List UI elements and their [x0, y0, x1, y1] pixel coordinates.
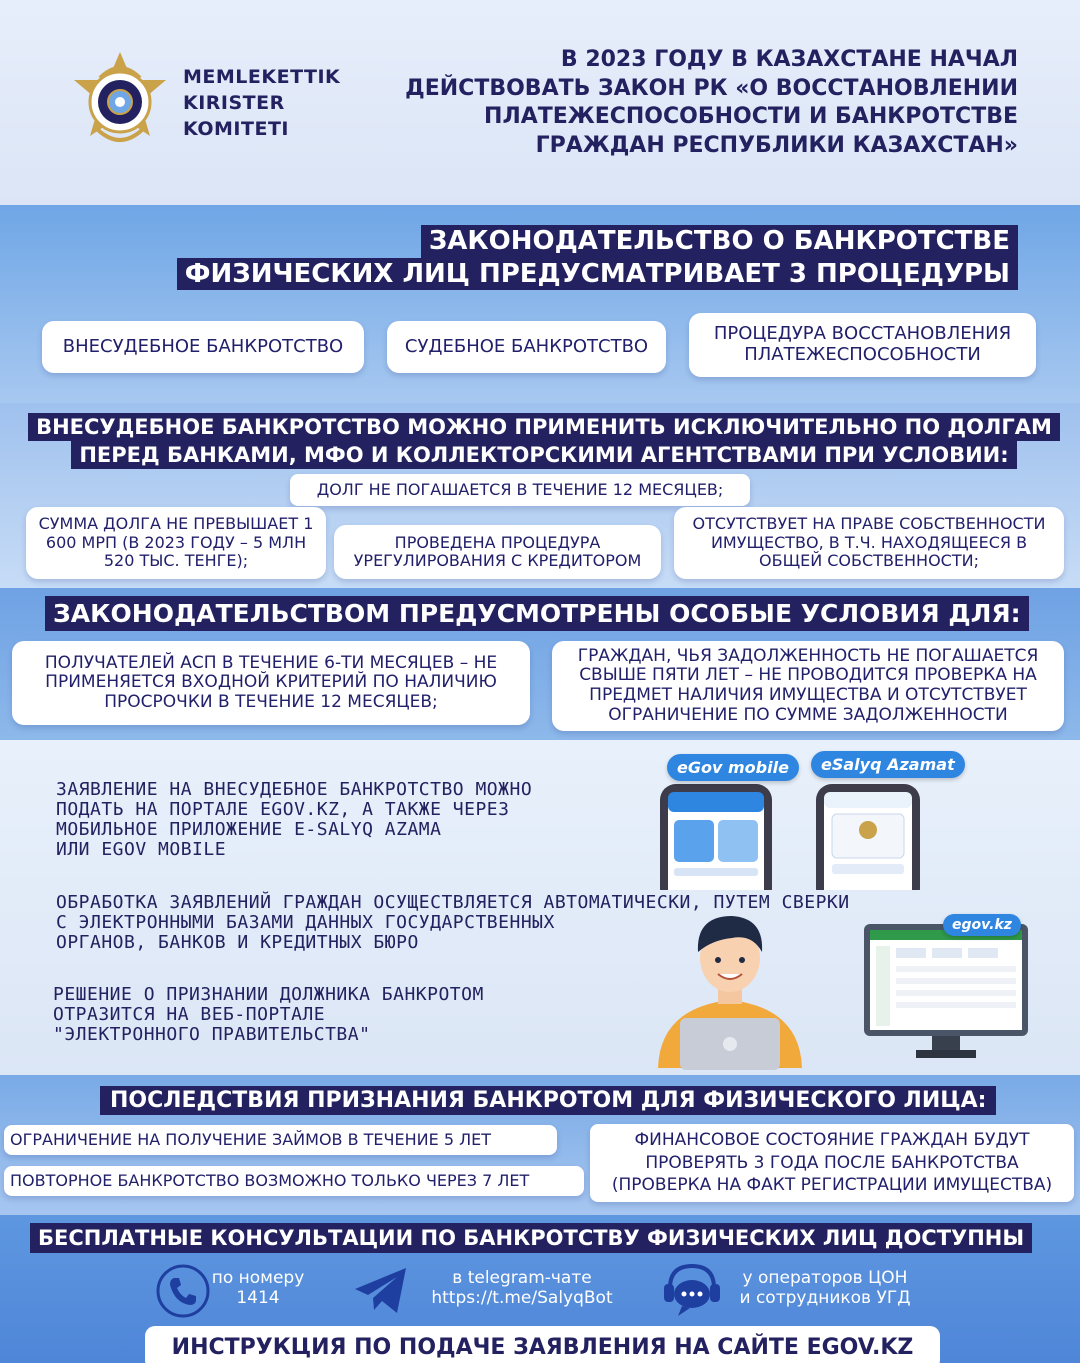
header-title-line: ГРАЖДАН РЕСПУБЛИКИ КАЗАХСТАН» — [535, 132, 1018, 158]
consequence-loans: ОГРАНИЧЕНИЕ НА ПОЛУЧЕНИЕ ЗАЙМОВ В ТЕЧЕНИЕ 5 ЛЕТ — [4, 1125, 557, 1155]
out-of-court-title — [24, 413, 1064, 469]
egov-kz-badge: egov.kz — [943, 914, 1021, 936]
person-with-laptop-icon — [652, 908, 808, 1070]
consequence-repeat: ПОВТОРНОЕ БАНКРОТСТВО ВОЗМОЖНО ТОЛЬКО ЧЕРЕЗ 7 ЛЕТ — [4, 1166, 584, 1196]
esalyq-badge: eSalyq Azamat — [811, 751, 965, 778]
consequences-section — [0, 1075, 1080, 1215]
phone-contact-label: по номеру — [211, 1268, 305, 1288]
procedures-title-line: ФИЗИЧЕСКИХ ЛИЦ ПРЕДУСМАТРИВАЕТ 3 ПРОЦЕДУРЫ — [177, 258, 1018, 291]
special-conditions-section — [0, 588, 1080, 740]
committee-emblem-icon — [70, 50, 170, 155]
org-name-line: KOMITETI — [183, 118, 289, 141]
org-name-line: KIRISTER — [183, 92, 285, 115]
telegram-link[interactable]: https://t.me/SalyqBot — [431, 1288, 613, 1309]
apply-text-line: ПОДАТЬ НА ПОРТАЛЕ EGOV.KZ, А ТАКЖЕ ЧЕРЕЗ — [56, 799, 510, 821]
application-process-section — [0, 740, 1080, 1075]
procedure-restoration: ПРОЦЕДУРА ВОССТАНОВЛЕНИЯ ПЛАТЕЖЕСПОСОБНОСТИ — [689, 313, 1036, 377]
egov-website-monitor-icon — [862, 922, 1030, 1062]
phone-contact — [208, 1268, 308, 1309]
header-title — [398, 46, 1018, 160]
condition-no-property: ОТСУТСТВУЕТ НА ПРАВЕ СОБСТВЕННОСТИ ИМУЩЕСТВО, В Т.Ч. НАХОДЯЩЕЕСЯ В ОБЩЕЙ СОБСТВЕННОСТИ; — [674, 507, 1064, 579]
special-asp-recipients: ПОЛУЧАТЕЛЕЙ АСП В ТЕЧЕНИЕ 6-ТИ МЕСЯЦЕВ – НЕ ПРИМЕНЯЕТСЯ ВХОДНОЙ КРИТЕРИЙ ПО НАЛИЧИЮ ПРОСРОЧКИ В ТЕЧЕНИЕ 12 МЕСЯЦЕВ; — [12, 641, 530, 725]
org-name — [183, 64, 340, 143]
phone-number: 1414 — [236, 1288, 280, 1309]
processing-text-line: ОРГАНОВ, БАНКОВ И КРЕДИТНЫХ БЮРО — [56, 932, 419, 954]
egov-mobile-phone-icon — [656, 780, 776, 890]
header — [0, 0, 1080, 205]
apply-text-line: МОБИЛЬНОЕ ПРИЛОЖЕНИЕ E-SALYQ AZAMA — [56, 819, 442, 841]
consultations-title: БЕСПЛАТНЫЕ КОНСУЛЬТАЦИИ ПО БАНКРОТСТВУ ФИЗИЧЕСКИХ ЛИЦ ДОСТУПНЫ — [30, 1223, 1032, 1253]
offices-contact-line: у операторов ЦОН — [742, 1268, 908, 1288]
decision-text-line: "ЭЛЕКТРОННОГО ПРАВИТЕЛЬСТВА" — [53, 1024, 371, 1046]
procedure-out-of-court: ВНЕСУДЕБНОЕ БАНКРОТСТВО — [42, 321, 364, 373]
header-title-line: ПЛАТЕЖЕСПОСОБНОСТИ И БАНКРОТСТВЕ — [484, 104, 1018, 130]
apply-text-line: ЗАЯВЛЕНИЕ НА ВНЕСУДЕБНОЕ БАНКРОТСТВО МОЖНО — [56, 779, 533, 800]
header-title-line: ДЕЙСТВОВАТЬ ЗАКОН РК «О ВОССТАНОВЛЕНИИ — [405, 75, 1018, 101]
out-of-court-title-line: ВНЕСУДЕБНОЕ БАНКРОТСТВО МОЖНО ПРИМЕНИТЬ ИСКЛЮЧИТЕЛЬНО ПО ДОЛГАМ — [28, 413, 1060, 441]
telegram-contact — [412, 1268, 632, 1309]
esalyq-phone-icon — [812, 780, 924, 890]
phone-icon — [155, 1263, 211, 1319]
apply-text-line: ИЛИ EGOV MOBILE — [56, 839, 227, 861]
apply-text — [56, 780, 532, 861]
consequences-title: ПОСЛЕДСТВИЯ ПРИЗНАНИЯ БАНКРОТОМ ДЛЯ ФИЗИЧЕСКОГО ЛИЦА: — [100, 1086, 996, 1115]
procedures-section — [0, 205, 1080, 403]
condition-settlement: ПРОВЕДЕНА ПРОЦЕДУРА УРЕГУЛИРОВАНИЯ С КРЕДИТОРОМ — [334, 525, 661, 579]
procedure-judicial: СУДЕБНОЕ БАНКРОТСТВО — [387, 321, 666, 373]
processing-text-line: ОБРАБОТКА ЗАЯВЛЕНИЙ ГРАЖДАН ОСУЩЕСТВЛЯЕТСЯ АВТОМАТИЧЕСКИ, ПУТЕМ СВЕРКИ — [56, 892, 850, 913]
out-of-court-section — [0, 403, 1080, 588]
offices-contact — [730, 1268, 920, 1309]
condition-12-months: ДОЛГ НЕ ПОГАШАЕТСЯ В ТЕЧЕНИЕ 12 МЕСЯЦЕВ; — [290, 474, 750, 506]
procedures-title-line: ЗАКОНОДАТЕЛЬСТВО О БАНКРОТСТВЕ — [421, 225, 1018, 258]
org-name-line: MEMLEKETTIK — [183, 66, 341, 88]
egov-mobile-badge: eGov mobile — [667, 754, 799, 781]
consequence-financial-check: ФИНАНСОВОЕ СОСТОЯНИЕ ГРАЖДАН БУДУТ ПРОВЕРЯТЬ 3 ГОДА ПОСЛЕ БАНКРОТСТВА (ПРОВЕРКА НА ФАКТ РЕГИСТРАЦИИ ИМУЩЕСТВА) — [590, 1124, 1074, 1202]
header-title-line: В 2023 ГОДУ В КАЗАХСТАНЕ НАЧАЛ — [560, 47, 1018, 72]
telegram-icon — [352, 1265, 410, 1317]
special-conditions-title: ЗАКОНОДАТЕЛЬСТВОМ ПРЕДУСМОТРЕНЫ ОСОБЫЕ УСЛОВИЯ ДЛЯ: — [45, 596, 1029, 631]
offices-contact-line: и сотрудников УГД — [739, 1288, 911, 1309]
decision-text-line: ОТРАЗИТСЯ НА ВЕБ-ПОРТАЛЕ — [53, 1004, 326, 1026]
procedures-title — [177, 225, 1018, 290]
condition-debt-limit: СУММА ДОЛГА НЕ ПРЕВЫШАЕТ 1 600 МРП (В 2023 ГОДУ – 5 МЛН 520 ТЫС. ТЕНГЕ); — [26, 507, 326, 579]
consultations-section — [0, 1215, 1080, 1363]
processing-text-line: С ЭЛЕКТРОННЫМИ БАЗАМИ ДАННЫХ ГОСУДАРСТВЕННЫХ — [56, 912, 555, 934]
decision-text-line: РЕШЕНИЕ О ПРИЗНАНИИ ДОЛЖНИКА БАНКРОТОМ — [53, 984, 484, 1005]
decision-text — [53, 985, 484, 1045]
special-five-years: ГРАЖДАН, ЧЬЯ ЗАДОЛЖЕННОСТЬ НЕ ПОГАШАЕТСЯ СВЫШЕ ПЯТИ ЛЕТ – НЕ ПРОВОДИТСЯ ПРОВЕРКА НА ПРЕДМЕТ НАЛИЧИЯ ИМУЩЕСТВА И ОТСУТСТВУЕТ ОГРАНИЧЕНИЕ ПО СУММЕ ЗАДОЛЖЕННОСТИ — [552, 641, 1064, 731]
out-of-court-title-line: ПЕРЕД БАНКАМИ, МФО И КОЛЛЕКТОРСКИМИ АГЕНТСТВАМИ ПРИ УСЛОВИИ: — [71, 441, 1016, 469]
support-chat-icon — [660, 1260, 724, 1320]
telegram-contact-label: в telegram-чате — [452, 1268, 592, 1288]
instruction-banner[interactable]: ИНСТРУКЦИЯ ПО ПОДАЧЕ ЗАЯВЛЕНИЯ НА САЙТЕ EGOV.KZ — [145, 1326, 940, 1363]
